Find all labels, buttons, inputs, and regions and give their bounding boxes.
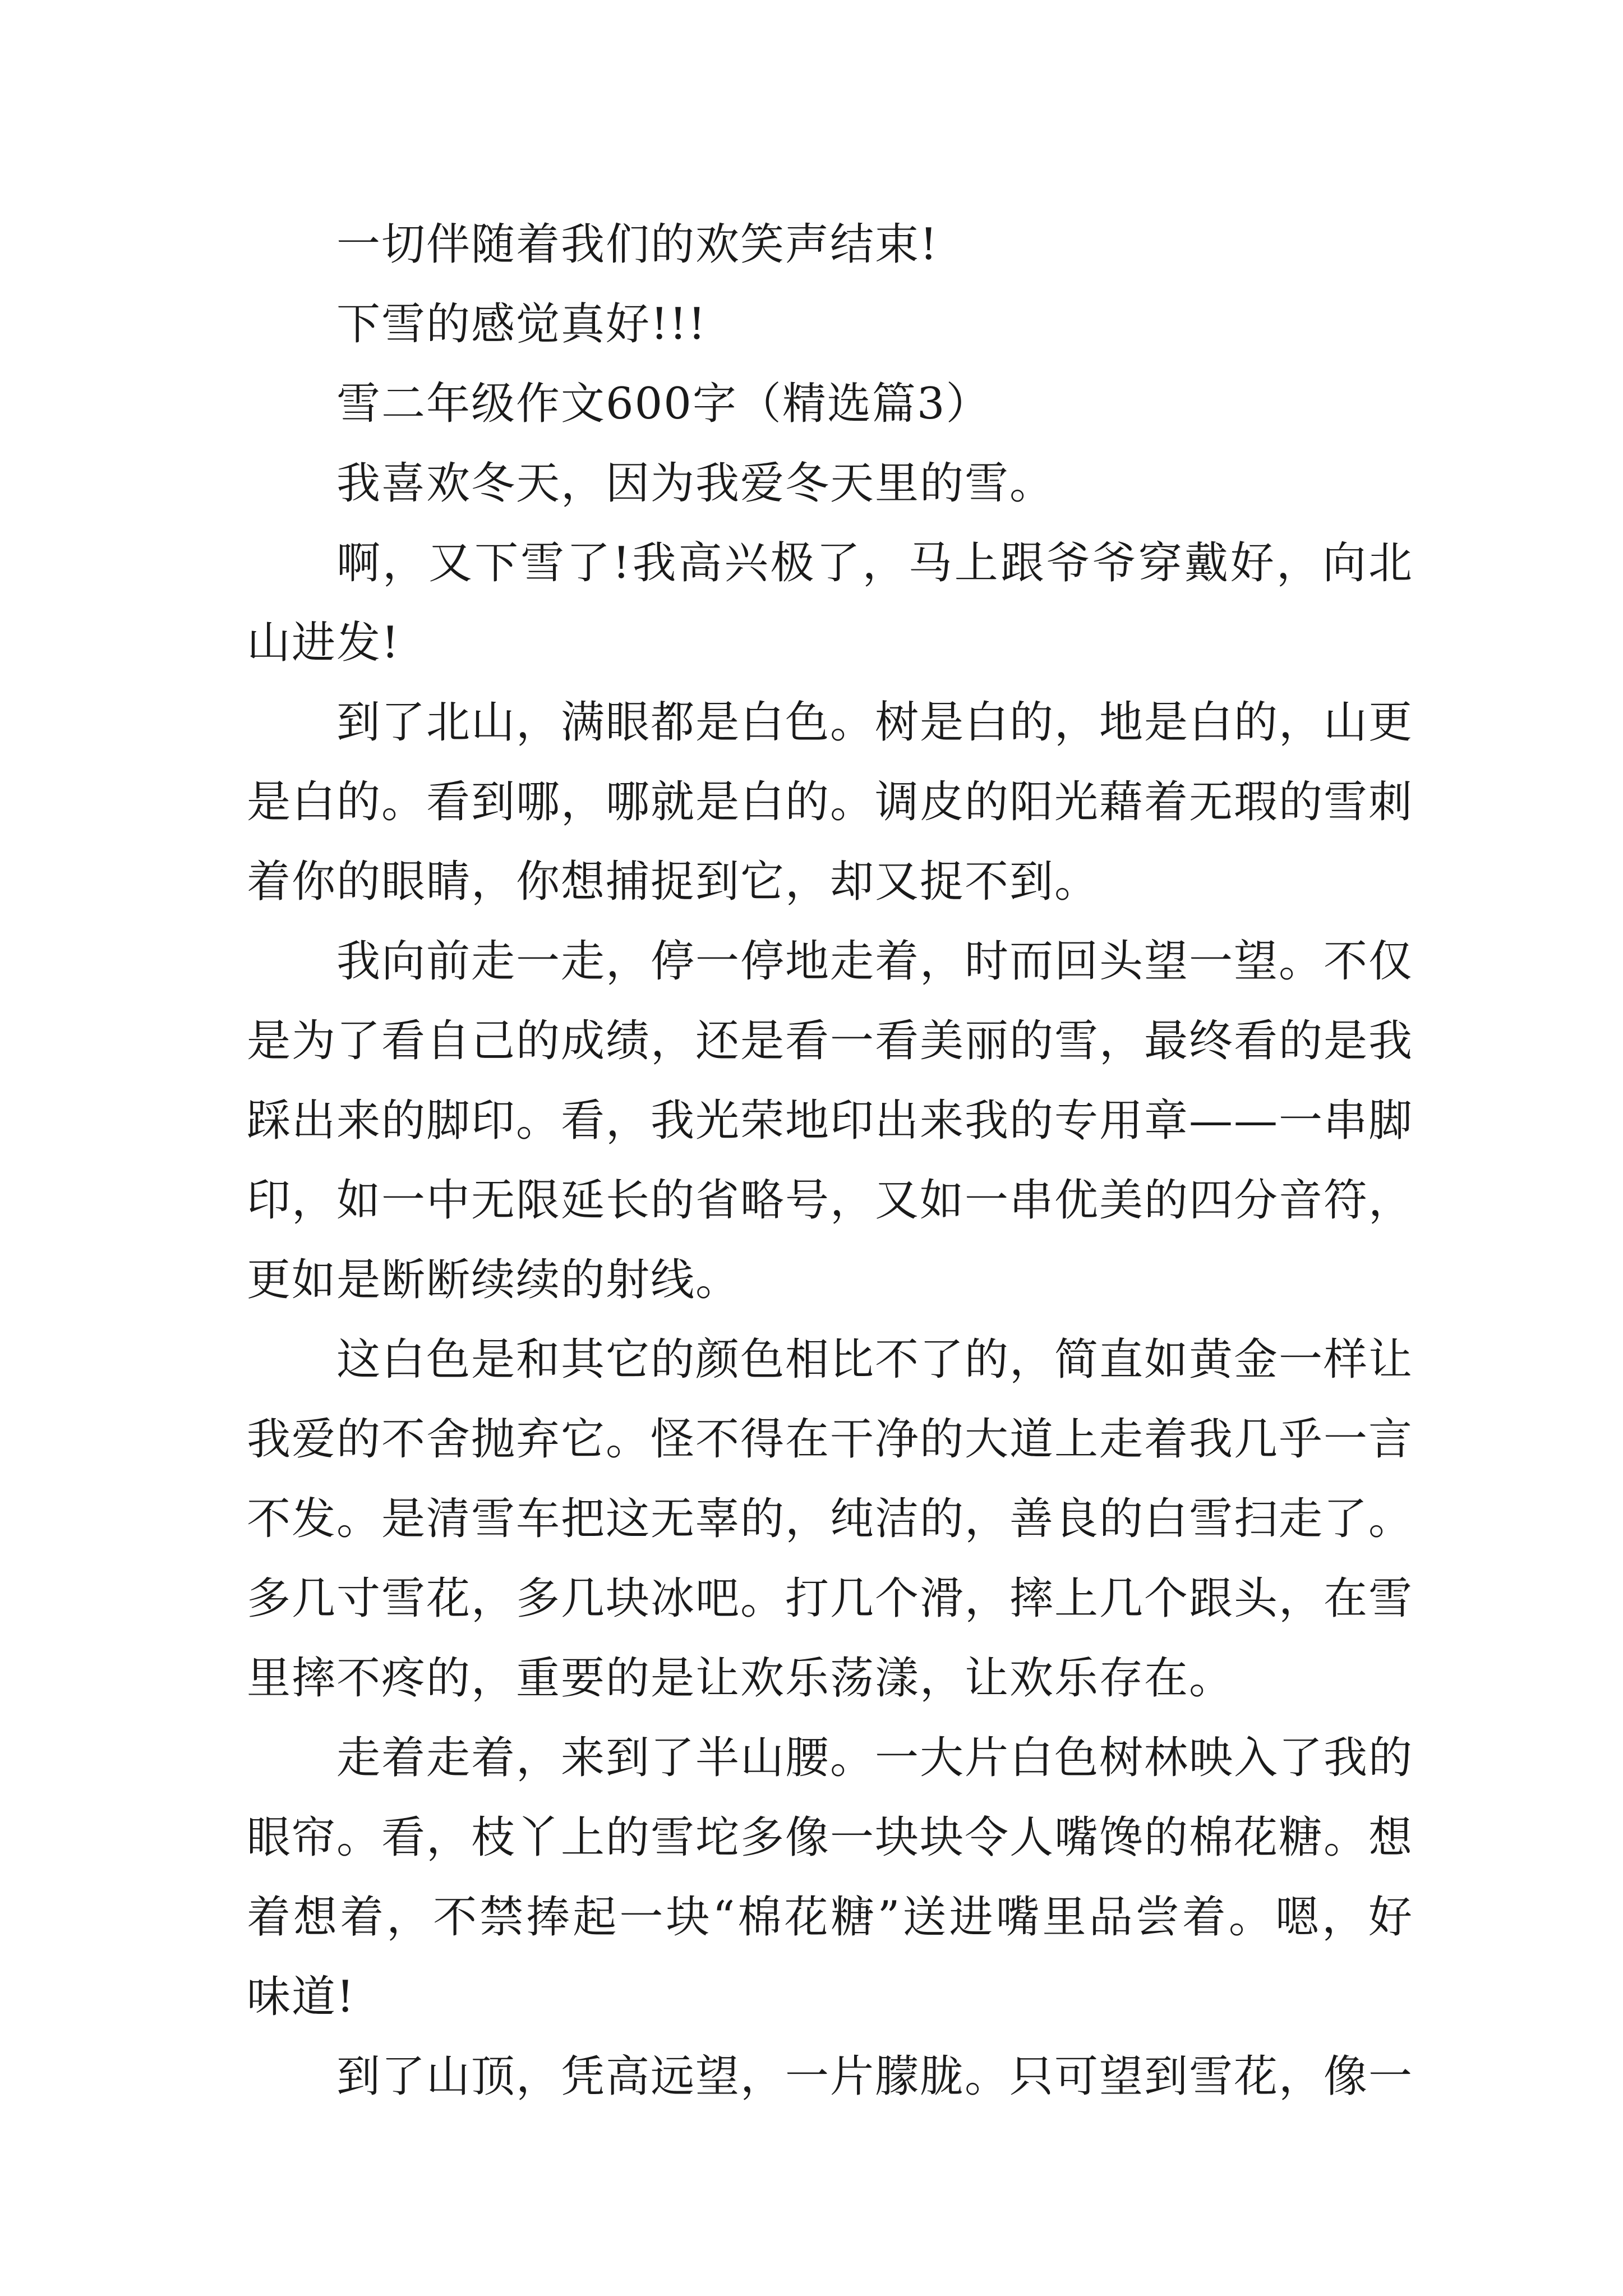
paragraph-5: 啊，又下雪了!我高兴极了，马上跟爷爷穿戴好，向北山进发!: [247, 538, 1413, 668]
essay-heading: 雪二年级作文600字（精选篇3）: [336, 379, 991, 429]
paragraph-9: 走着走着，来到了半山腰。一大片白色树林映入了我的眼帘。看，枝丫上的雪坨多像一块块令人嘴馋的棉花糖。想着想着，不禁捧起一块“棉花糖”送进嘴里品尝着。嗯，好味道!: [247, 1733, 1414, 2022]
paragraph-7: 我向前走一走，停一停地走着，时而回头望一望。不仅是为了看自己的成绩，还是看一看美丽的雪，最终看的是我踩出来的脚印。看，我光荣地印出来我的专用章——一串脚印，如一中无限延长的省略号，又如一串优美的四分音符，更如是断断续续的射线。: [247, 936, 1414, 1305]
paragraph-10: 到了山顶，凭高远望，一片朦胧。只可望到雪花，像一: [336, 2051, 1414, 2102]
document-body: [247, 205, 1413, 2116]
paragraph-6: 到了北山，满眼都是白色。树是白的，地是白的，山更是白的。看到哪，哪就是白的。调皮的阳光藉着无瑕的雪刺着你的眼睛，你想捕捉到它，却又捉不到。: [247, 697, 1414, 907]
paragraph-1: 一切伴随着我们的欢笑声结束!: [336, 219, 939, 270]
paragraph-4: 我喜欢冬天，因为我爱冬天里的雪。: [336, 458, 1055, 509]
paragraph-2: 下雪的感觉真好!!!: [336, 299, 707, 349]
paragraph-8: 这白色是和其它的颜色相比不了的，简直如黄金一样让我爱的不舍抛弃它。怪不得在干净的大道上走着我几乎一言不发。是清雪车把这无辜的，纯洁的，善良的白雪扫走了。多几寸雪花，多几块冰吧。打几个滑，摔上几个跟头，在雪里摔不疼的，重要的是让欢乐荡漾，让欢乐存在。: [247, 1335, 1414, 1704]
